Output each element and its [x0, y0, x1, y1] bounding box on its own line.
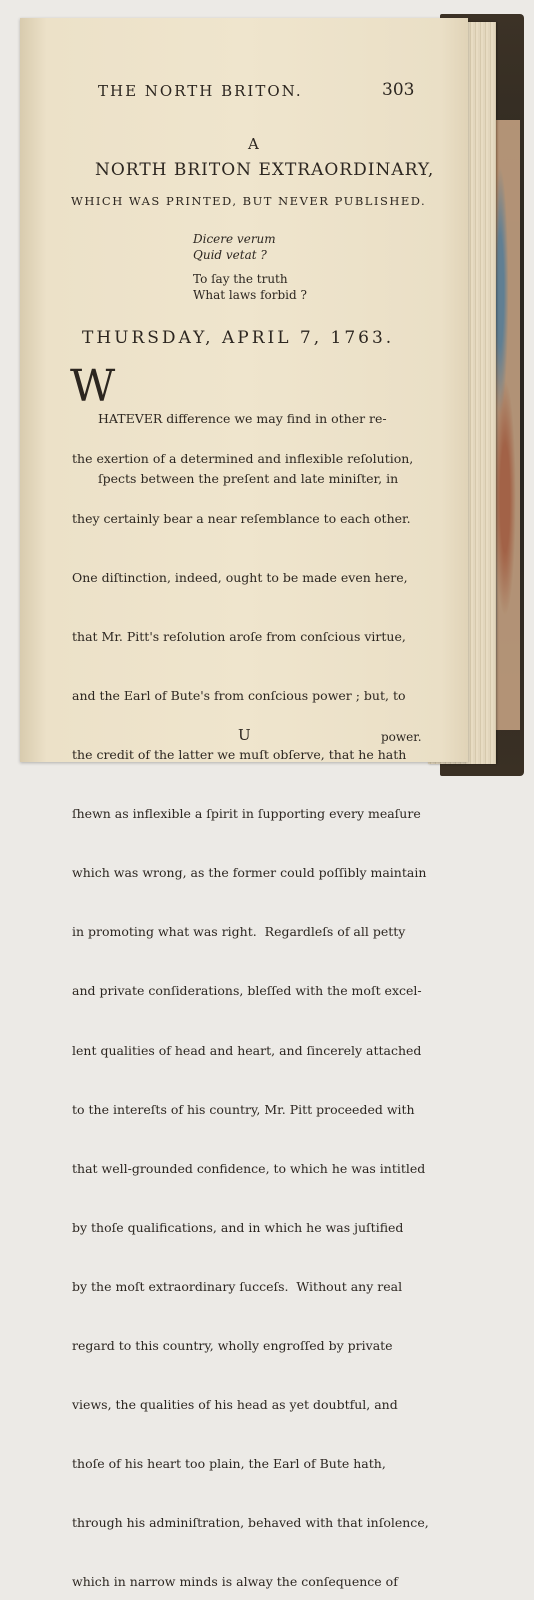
text-line: they certainly bear a near reſemblance to each other. — [72, 510, 411, 526]
date-heading: THURSDAY, APRIL 7, 1763. — [82, 328, 395, 348]
text-line: and private conſiderations, bleſſed with the moſt excel- — [72, 983, 422, 999]
text-line: that well-grounded confidence, to which he was intitled — [72, 1160, 426, 1176]
text-line: views, the qualities of his head as yet doubtful, and — [72, 1397, 398, 1413]
text-line: to the intereſts of his country, Mr. Pitt proceeded with — [72, 1101, 415, 1117]
text-line: by the moſt extraordinary ſucceſs. Without any real — [72, 1278, 403, 1294]
translation-line: To ſay the truth — [193, 272, 288, 286]
text-line: that Mr. Pitt's reſolution aroſe from conſcious virtue, — [72, 628, 406, 644]
text-line: lent qualities of head and heart, and ſincerely attached — [72, 1042, 422, 1058]
heading-article: A — [248, 135, 259, 153]
running-head: THE NORTH BRITON. — [98, 82, 303, 100]
text-line: ſpects between the preſent and late miniſter, in — [98, 470, 399, 486]
translation-line: What laws forbid ? — [193, 288, 307, 302]
text-line: and the Earl of Bute's from conſcious power ; but, to — [72, 687, 406, 703]
text-line: ſhewn as inflexible a ſpirit in ſupporting every meaſure — [72, 806, 421, 822]
drop-cap: W — [70, 361, 116, 412]
signature-mark: U — [238, 726, 251, 744]
motto-line: Quid vetat ? — [193, 248, 267, 262]
text-line: in promoting what was right. Regardleſs of all petty — [72, 924, 406, 940]
page-subtitle: WHICH WAS PRINTED, BUT NEVER PUBLISHED. — [71, 194, 427, 208]
text-line: which in narrow minds is alway the conſequence of — [72, 1574, 398, 1590]
text-line: the exertion of a determined and inflexible reſolution, — [72, 451, 414, 467]
page-title: NORTH BRITON EXTRAORDINARY, — [95, 160, 435, 180]
text-line: thoſe of his heart too plain, the Earl of Bute hath, — [72, 1456, 386, 1472]
text-line: through his adminiſtration, behaved with that inſolence, — [72, 1515, 429, 1531]
text-line: One diſtinction, indeed, ought to be made even here, — [72, 569, 408, 585]
text-line: which was wrong, as the former could poſſibly maintain — [72, 865, 427, 881]
body-text — [72, 410, 429, 1600]
text-line: HATEVER difference we may find in other re- — [98, 411, 387, 427]
text-line: by thoſe qualifications, and in which he was juſtified — [72, 1219, 404, 1235]
catchword: power. — [381, 730, 422, 744]
motto-line: Dicere verum — [193, 232, 276, 246]
page-number: 303 — [382, 80, 415, 100]
text-line: the credit of the latter we muſt obſerve, that he hath — [72, 746, 407, 762]
book-page — [20, 18, 468, 1590]
text-line: regard to this country, wholly engroſſed by private — [72, 1338, 393, 1354]
